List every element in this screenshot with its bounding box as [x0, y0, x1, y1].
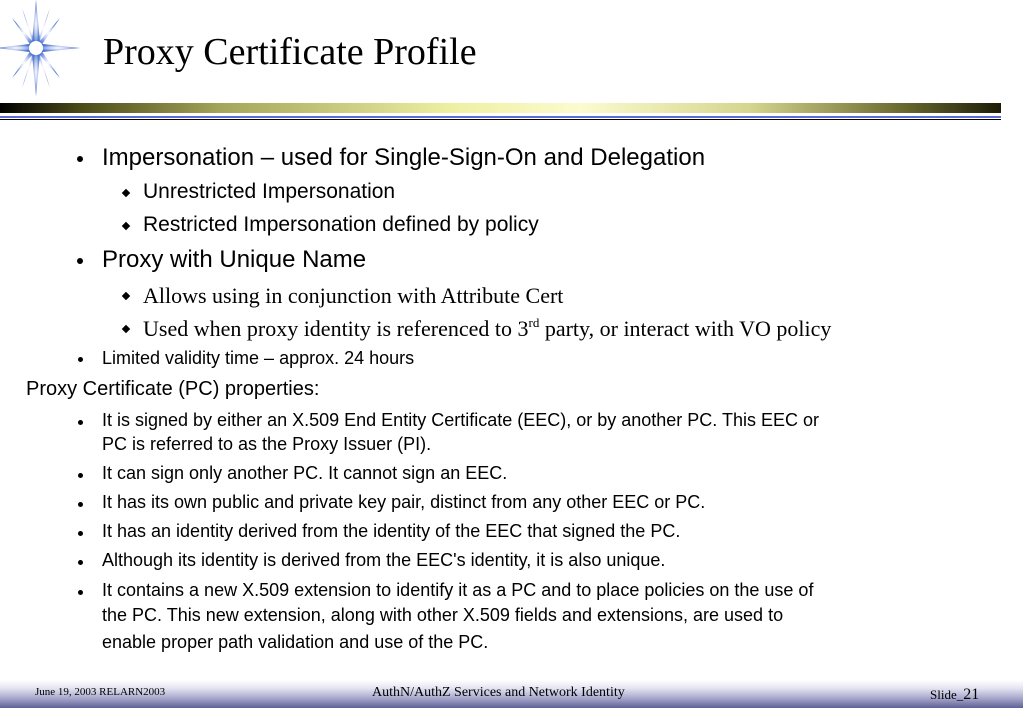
starburst-icon — [0, 0, 82, 100]
property-extension-line-1: It contains a new X.509 extension to identify it as a PC and to place policies on the use of — [102, 580, 814, 600]
bullet-dot-icon — [77, 258, 83, 264]
properties-heading: Proxy Certificate (PC) properties: — [26, 378, 320, 400]
property-signed-line-2: PC is referred to as the Proxy Issuer (PI). — [102, 434, 432, 454]
third-party-text-b: party, or interact with VO policy — [539, 316, 832, 341]
diamond-bullet-icon — [122, 222, 130, 230]
sub-bullet-third-party — [143, 316, 831, 342]
bullet-dot-icon — [77, 156, 83, 162]
sub-bullet-restricted: Restricted Impersonation defined by policy — [143, 213, 539, 236]
diamond-bullet-icon — [122, 292, 130, 300]
diamond-bullet-icon — [122, 325, 130, 333]
bullet-unique-name: Proxy with Unique Name — [102, 246, 367, 273]
bullet-dot-icon — [78, 502, 83, 507]
property-identity-derived: It has an identity derived from the identity of the EEC that signed the PC. — [102, 521, 681, 541]
property-key-pair: It has its own public and private key pair, distinct from any other EEC or PC. — [102, 492, 706, 512]
third-party-text-a: Used when proxy identity is referenced to 3 — [143, 316, 529, 341]
title-rule-blue — [0, 116, 1001, 118]
slide-number-prefix: Slide_ — [930, 687, 964, 702]
bullet-impersonation: Impersonation – used for Single-Sign-On and Delegation — [102, 144, 706, 171]
property-extension-line-2: the PC. This new extension, along with other X.509 fields and extensions, are used to — [102, 605, 784, 625]
title-rule-thin — [0, 119, 1001, 120]
ordinal-suffix: rd — [528, 315, 540, 330]
diamond-bullet-icon — [122, 189, 130, 197]
slide-title: Proxy Certificate Profile — [103, 31, 477, 73]
property-signed-line-1: It is signed by either an X.509 End Entity Certificate (EEC), or by another PC. This EEC or — [102, 410, 819, 430]
bullet-dot-icon — [78, 531, 83, 536]
bullet-dot-icon — [78, 560, 83, 565]
title-rule-gradient — [0, 103, 1001, 113]
sub-bullet-unrestricted: Unrestricted Impersonation — [143, 180, 396, 203]
footer-title: AuthN/AuthZ Services and Network Identity — [372, 685, 625, 700]
bullet-dot-icon — [78, 420, 83, 425]
property-extension-line-3: enable proper path validation and use of the PC. — [102, 632, 489, 652]
sub-bullet-attribute-cert: Allows using in conjunction with Attribute Cert — [143, 283, 564, 308]
bullet-dot-icon — [78, 473, 83, 478]
property-sign-only: It can sign only another PC. It cannot sign an EEC. — [102, 463, 508, 483]
bullet-dot-icon — [78, 590, 83, 595]
footer-date: June 19, 2003 RELARN2003 — [35, 686, 166, 698]
slide-number — [930, 686, 979, 704]
property-unique: Although its identity is derived from the EEC's identity, it is also unique. — [102, 550, 666, 570]
bullet-dot-icon — [78, 357, 83, 362]
bullet-validity: Limited validity time – approx. 24 hours — [102, 348, 415, 368]
slide-number-value: 21 — [963, 686, 980, 703]
